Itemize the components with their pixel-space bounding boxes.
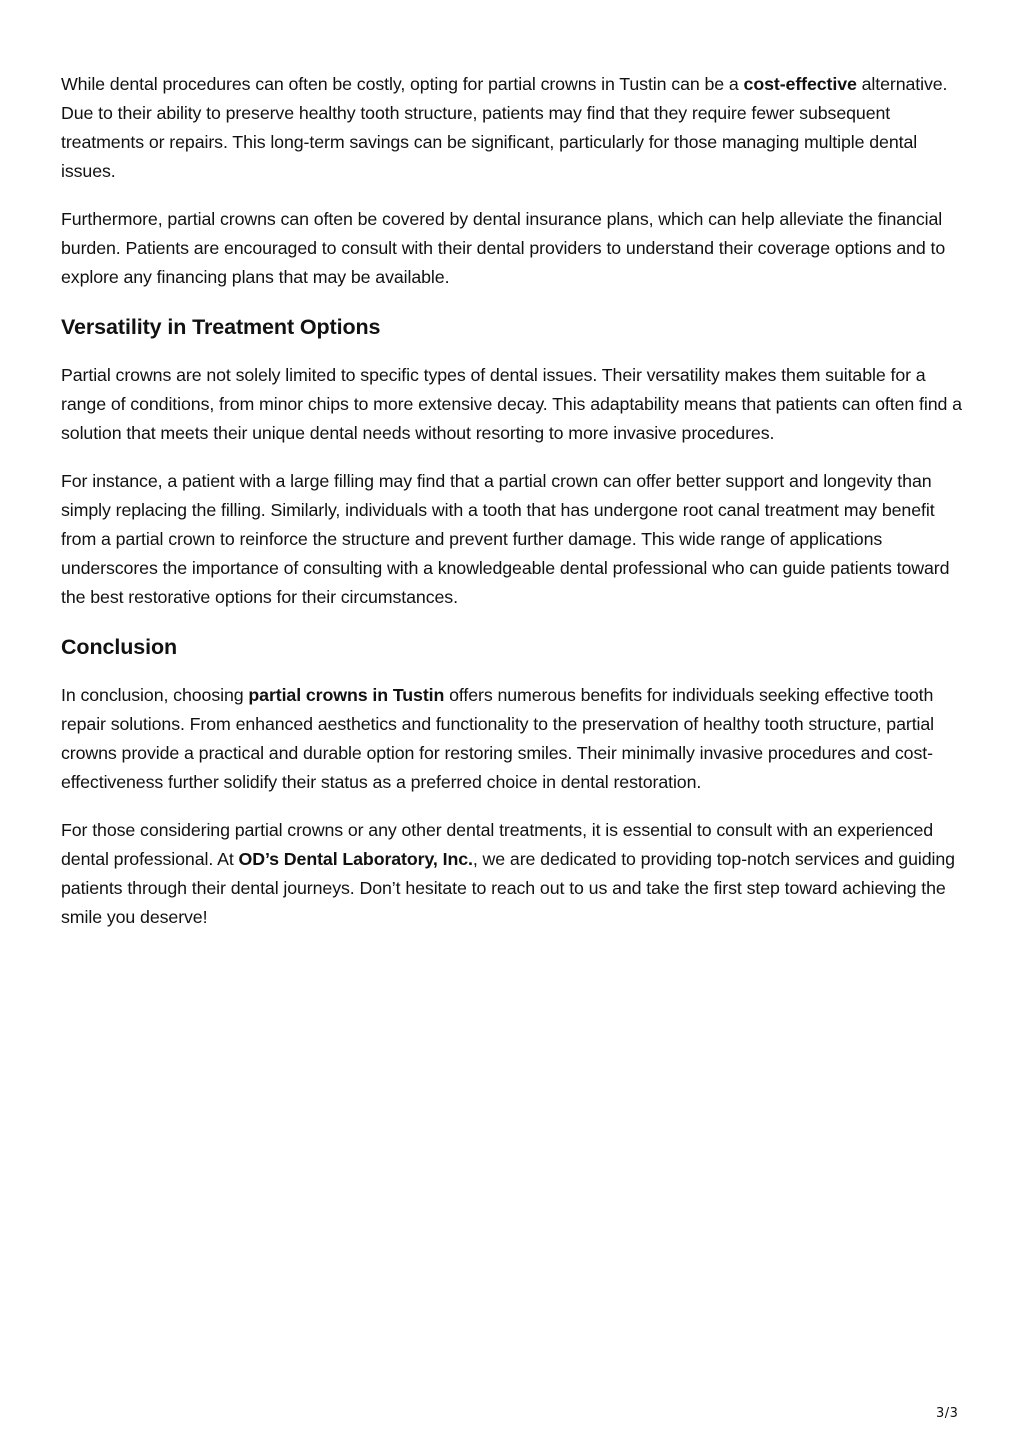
section-heading-versatility: Versatility in Treatment Options (61, 315, 381, 339)
paragraph-text: , we are dedicated to providing top-notch services and guiding patients through their dental journeys. Don’t hesitate to reach out to us and take the first step toward achieving the smile you deserve! (61, 849, 955, 927)
paragraph-cost-effective (61, 70, 966, 186)
bold-phrase: OD’s Dental Laboratory, Inc. (238, 849, 473, 869)
paragraph-text: While dental procedures can often be costly, opting for partial crowns in Tustin can be a (61, 74, 744, 94)
document-page (61, 70, 966, 951)
paragraph-contact (61, 816, 966, 932)
paragraph-versatility: Partial crowns are not solely limited to specific types of dental issues. Their versatility makes them suitable for a range of conditions, from minor chips to more extensive decay. This adaptability means that patients can often find a solution that meets their unique dental needs without resorting to more invasive procedures. (61, 365, 962, 443)
paragraph-insurance: Furthermore, partial crowns can often be covered by dental insurance plans, which can help alleviate the financial burden. Patients are encouraged to consult with their dental providers to understand their coverage options and to explore any financing plans that may be available. (61, 209, 946, 287)
page-number: 3/3 (936, 1406, 959, 1421)
bold-phrase: cost-effective (743, 74, 857, 94)
paragraph-conclusion (61, 681, 966, 797)
paragraph-text: For those considering partial crowns or any other dental treatments, it is essential to consult with an experienced dental professional. At (61, 820, 934, 869)
paragraph-text: offers numerous benefits for individuals seeking effective tooth repair solutions. From enhanced aesthetics and functionality to the preservation of healthy tooth structure, partial crowns provide a practical and durable option for restoring smiles. Their minimally invasive procedures and cost-effectiveness further solidify their status as a preferred choice in dental restoration. (61, 685, 935, 792)
bold-phrase: partial crowns in Tustin (248, 685, 445, 705)
paragraph-text: In conclusion, choosing (61, 685, 249, 705)
section-heading-conclusion: Conclusion (61, 635, 178, 659)
paragraph-instance: For instance, a patient with a large filling may find that a partial crown can offer better support and longevity than simply replacing the filling. Similarly, individuals with a tooth that has undergone root canal treatment may benefit from a partial crown to reinforce the structure and prevent further damage. This wide range of applications underscores the importance of consulting with a knowledgeable dental professional who can guide patients toward the best restorative options for their circumstances. (61, 471, 950, 607)
paragraph-text: alternative. Due to their ability to preserve healthy tooth structure, patients may find that they require fewer subsequent treatments or repairs. This long-term savings can be significant, particularly for those managing multiple dental issues. (61, 74, 948, 181)
